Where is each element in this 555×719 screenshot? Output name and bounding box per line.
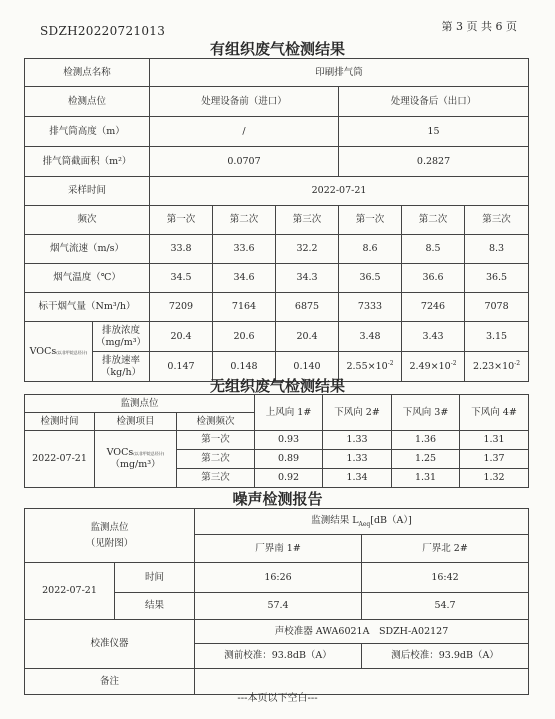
value-cell: 0.89 <box>255 450 323 469</box>
value-cell: 0.147 <box>150 352 213 382</box>
outlet-header: 处理设备后（出口） <box>339 87 529 117</box>
value-cell: $2.49\times 10^{-2}$ <box>402 352 465 382</box>
table-row <box>25 431 529 450</box>
freq-cell: 第一次 <box>177 431 255 450</box>
value-cell: 32.2 <box>276 235 339 264</box>
item-label: 检测项目 <box>95 413 177 431</box>
noise-point-north: 厂界北 2# <box>362 535 529 563</box>
value-cell: $2.55\times 10^{-2}$ <box>339 352 402 382</box>
table-row <box>25 235 529 264</box>
time-value: 2022-07-21 <box>150 177 529 206</box>
fugitive-date: 2022-07-21 <box>25 431 95 488</box>
conc-label: 排放浓度 （mg/m³） <box>93 322 150 352</box>
value-cell: 20.4 <box>150 322 213 352</box>
noise-title: 噪声检测报告 <box>232 490 323 508</box>
row-label: 烟气温度（℃） <box>25 264 150 293</box>
noise-point-label: 监测点位 （见附图） <box>25 509 195 563</box>
value-cell: 1.31 <box>460 431 529 450</box>
value-cell: 20.4 <box>276 322 339 352</box>
value-cell: 7333 <box>339 293 402 322</box>
value-cell: 0.93 <box>255 431 323 450</box>
point-header: 下风向 4# <box>460 395 529 431</box>
value-cell: 1.37 <box>460 450 529 469</box>
value-cell: 1.36 <box>392 431 460 450</box>
value-cell: 36.6 <box>402 264 465 293</box>
value-cell: 34.3 <box>276 264 339 293</box>
freq-cell: 第一次 <box>150 206 213 235</box>
value-cell: 1.25 <box>392 450 460 469</box>
value-cell: 3.15 <box>465 322 529 352</box>
rate-label: 排放速率 （kg/h） <box>93 352 150 382</box>
value-cell: 0.148 <box>213 352 276 382</box>
value-cell: $2.23\times 10^{-2}$ <box>465 352 529 382</box>
noise-result-header: 监测结果 $L_{Aeq}[dB(A)]$ <box>195 509 529 535</box>
noise-table <box>24 508 529 695</box>
noise-result-label: 结果 <box>115 593 195 620</box>
value-cell: 36.5 <box>339 264 402 293</box>
point-header: 下风向 3# <box>392 395 460 431</box>
page-footer: ---本页以下空白--- <box>237 693 318 704</box>
value-cell: 33.6 <box>213 235 276 264</box>
value-cell: 3.43 <box>402 322 465 352</box>
value-cell: 1.32 <box>460 469 529 488</box>
noise-result-north: 54.7 <box>362 593 529 620</box>
value-cell: 1.34 <box>323 469 392 488</box>
height-inlet: / <box>150 117 339 147</box>
monitor-point-label: 监测点位 <box>25 395 255 413</box>
value-cell: 3.48 <box>339 322 402 352</box>
value-cell: 1.31 <box>392 469 460 488</box>
report-number: SDZH20220721013 <box>40 24 166 38</box>
organized-emission-table <box>24 58 529 382</box>
point-label: 检测点位 <box>25 87 150 117</box>
inlet-header: 处理设备前（进口） <box>150 87 339 117</box>
value-cell: 7078 <box>465 293 529 322</box>
area-outlet: 0.2827 <box>339 147 529 177</box>
value-cell: 0.92 <box>255 469 323 488</box>
fugitive-item: VOCs(以非甲烷总烃计) （mg/m³） <box>95 431 177 488</box>
value-cell: 33.8 <box>150 235 213 264</box>
height-outlet: 15 <box>339 117 529 147</box>
calibration-device: 声校准器 AWA6021A SDZH-A02127 <box>195 620 529 644</box>
noise-time-north: 16:42 <box>362 563 529 593</box>
freq-cell: 第三次 <box>276 206 339 235</box>
freq-cell: 第二次 <box>177 450 255 469</box>
value-cell: 34.6 <box>213 264 276 293</box>
noise-time-south: 16:26 <box>195 563 362 593</box>
fugitive-title: 无组织废气检测结果 <box>209 377 345 395</box>
row-label: 标干烟气量（Nm³/h） <box>25 293 150 322</box>
value-cell: 7164 <box>213 293 276 322</box>
table-row <box>25 293 529 322</box>
area-label: 排气筒截面积（m²） <box>25 147 150 177</box>
freq-label: 检测频次 <box>177 413 255 431</box>
time-label: 检测时间 <box>25 413 95 431</box>
noise-point-south: 厂界南 1# <box>195 535 362 563</box>
fugitive-emission-table <box>24 394 529 488</box>
organized-title: 有组织废气检测结果 <box>209 40 345 58</box>
freq-label: 频次 <box>25 206 150 235</box>
noise-date: 2022-07-21 <box>25 563 115 620</box>
point-header: 上风向 1# <box>255 395 323 431</box>
height-label: 排气筒高度（m） <box>25 117 150 147</box>
time-label: 采样时间 <box>25 177 150 206</box>
value-cell: 36.5 <box>465 264 529 293</box>
value-cell: 34.5 <box>150 264 213 293</box>
vocs-label: VOCs(以非甲烷总烃计) <box>25 322 93 382</box>
value-cell: 1.33 <box>323 431 392 450</box>
value-cell: 8.3 <box>465 235 529 264</box>
noise-time-label: 时间 <box>115 563 195 593</box>
value-cell: 20.6 <box>213 322 276 352</box>
freq-cell: 第二次 <box>402 206 465 235</box>
calibration-label: 校准仪器 <box>25 620 195 669</box>
noise-result-south: 57.4 <box>195 593 362 620</box>
value-cell: 8.6 <box>339 235 402 264</box>
remark-label: 备注 <box>25 669 195 695</box>
point-name-value: 印刷排气筒 <box>150 59 529 87</box>
value-cell: 1.33 <box>323 450 392 469</box>
freq-cell: 第三次 <box>465 206 529 235</box>
value-cell: 6875 <box>276 293 339 322</box>
point-header: 下风向 2# <box>323 395 392 431</box>
area-inlet: 0.0707 <box>150 147 339 177</box>
freq-cell: 第三次 <box>177 469 255 488</box>
calibration-after: 测后校准：93.9dB（A） <box>362 644 529 669</box>
page-number: 第 3 页 共 6 页 <box>441 20 517 33</box>
row-label: 烟气流速（m/s） <box>25 235 150 264</box>
table-row <box>25 264 529 293</box>
calibration-before: 测前校准：93.8dB（A） <box>195 644 362 669</box>
value-cell: 7246 <box>402 293 465 322</box>
freq-cell: 第一次 <box>339 206 402 235</box>
value-cell: 7209 <box>150 293 213 322</box>
freq-cell: 第二次 <box>213 206 276 235</box>
value-cell: 0.140 <box>276 352 339 382</box>
point-name-label: 检测点名称 <box>25 59 150 87</box>
value-cell: 8.5 <box>402 235 465 264</box>
